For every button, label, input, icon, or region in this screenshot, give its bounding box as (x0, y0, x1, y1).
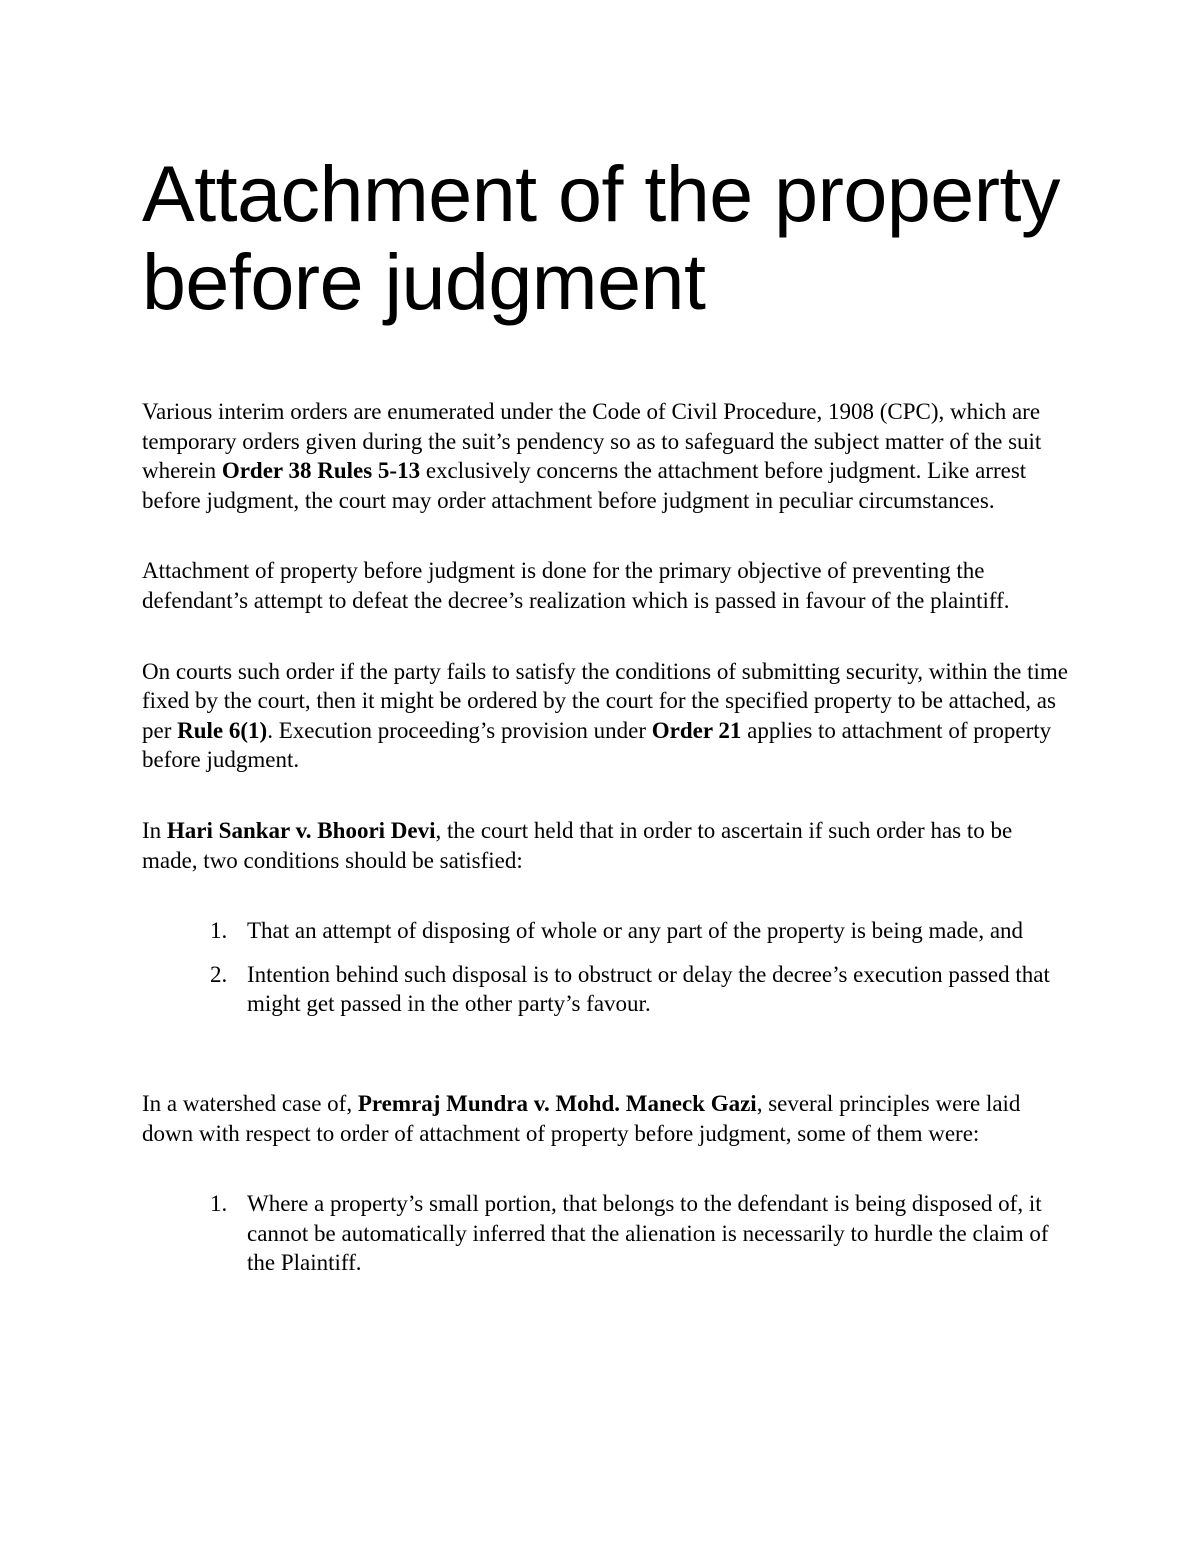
document-title: Attachment of the property before judgment (142, 149, 1060, 326)
document-body (142, 397, 1072, 1278)
paragraph-intro (142, 397, 1072, 515)
list-item-text: Where a property’s small portion, that belongs to the defendant is being disposed of, it cannot be automatically inferred that the alienation is necessarily to hurdle the claim of the Plaintiff. (247, 1191, 1049, 1276)
bold-reference: Rule 6(1) (177, 717, 268, 743)
paragraph-case-premraj (142, 1089, 1072, 1148)
bold-reference: Order 38 Rules 5-13 (221, 458, 421, 484)
paragraph-text: exclusively concerns the attachment before judgment. Like arrest before judgment, the court may order attachment before judgment in peculiar circumstances. (142, 458, 1027, 513)
bold-reference: Order 21 (651, 717, 742, 743)
paragraph-text: Various interim orders are enumerated under the Code of Civil Procedure, 1908 (CPC), which are temporary orders given during the suit’s pendency so as to safeguard the subject matter of the suit wherein (142, 399, 1042, 484)
paragraph-text: In (142, 817, 167, 843)
bold-case-name: Premraj Mundra v. Mohd. Maneck Gazi (357, 1090, 757, 1116)
list-number: 2. (210, 961, 228, 987)
paragraph-objective: Attachment of property before judgment is done for the primary objective of preventing the defendant’s attempt to defeat the decree’s realization which is passed in favour of the plaintiff. (142, 558, 1010, 613)
list-item (142, 1189, 1072, 1278)
list-item-text: That an attempt of disposing of whole or any part of the property is being made, and (247, 918, 1024, 944)
paragraph-text: . Execution proceeding’s provision under (267, 717, 652, 743)
paragraph-text: On courts such order if the party fails to satisfy the conditions of submitting security, within the time fixed by the court, then it might be ordered by the court for the specified property to be attached, as per (142, 658, 1069, 743)
list-item (142, 916, 1072, 946)
list-number: 1. (210, 918, 228, 944)
paragraph-case-hari-sankar (142, 816, 1072, 875)
paragraph-text: , the court held that in order to ascertain if such order has to be made, two conditions should be satisfied: (142, 817, 1013, 873)
list-item (142, 960, 1072, 1019)
paragraph-text: applies to attachment of property before judgment. (142, 717, 1052, 773)
principles-list (142, 1189, 1072, 1278)
paragraph-rule (142, 657, 1072, 775)
conditions-list (142, 916, 1072, 1019)
list-number: 1. (210, 1191, 228, 1217)
bold-case-name: Hari Sankar v. Bhoori Devi (166, 817, 436, 843)
paragraph-text: In a watershed case of, (142, 1090, 358, 1116)
list-item-text: Intention behind such disposal is to obstruct or delay the decree’s execution passed that might get passed in the other party’s favour. (247, 961, 1050, 1017)
paragraph-text: , several principles were laid down with respect to order of attachment of property before judgment, some of them were: (142, 1090, 1021, 1146)
